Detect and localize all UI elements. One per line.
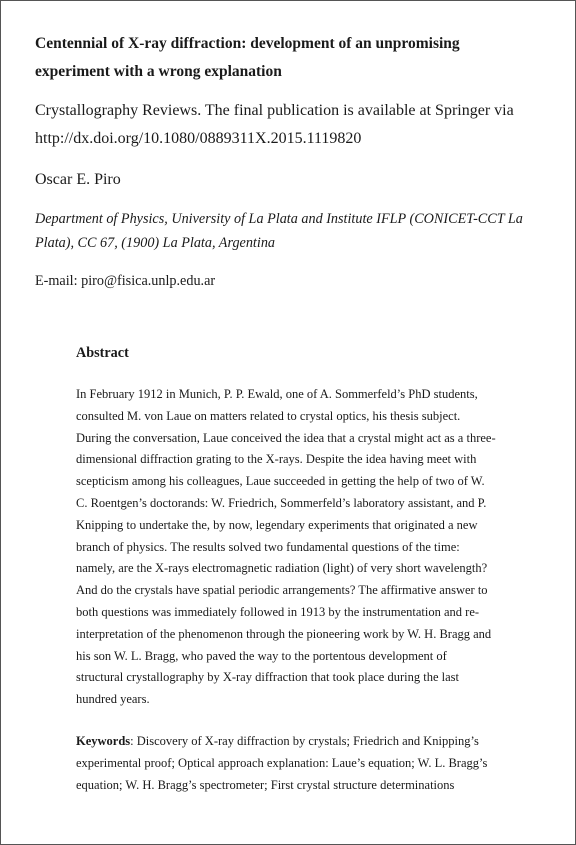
abstract-text: In February 1912 in Munich, P. P. Ewald, one of A. Sommerfeld’s PhD students, consulted M. von Laue on matters related to crystal optics, his thesis subject. During the conversation, Laue conceived the idea that a crystal might act as a three-dimensional diffraction grating to the X-rays. Despite the idea having meet with scepticism among his colleagues, Laue succeeded in getting the help of two of W. C. Roentgen’s doctorands: W. Friedrich, Sommerfeld’s laboratory assistant, and P. Knipping to undertake the, by now, legendary experiments that originated a new branch of physics. The results solved two fundamental questions of the time: namely, are the X-rays electromagnetic radiation (light) of very short wavelength? And do the crystals have spatial periodic arrangements? The affirmative answer to both questions was immediately followed in 1913 by the instrumentation and re-interpretation of the phenomenon through the pioneering work by W. H. Bragg and his son W. L. Bragg, who paved the way to the portentous development of structural crystallography by X-ray diffraction that took place during the last hundred years.	[76, 387, 496, 707]
paper-title: Centennial of X-ray diffraction: development of an unpromising experiment with a wrong explanation	[35, 35, 460, 80]
author-email: E-mail: piro@fisica.unlp.edu.ar	[35, 273, 216, 289]
abstract-heading: Abstract	[76, 345, 129, 361]
journal-note: Crystallography Reviews. The final publication is available at Springer via http://dx.doi.org/10.1080/0889311X.2015.1119820	[35, 102, 514, 147]
author-affiliation: Department of Physics, University of La Plata and Institute IFLP (CONICET-CCT La Plata), CC 67, (1900) La Plata, Argentina	[35, 211, 523, 251]
author-name: Oscar E. Piro	[35, 171, 121, 188]
keywords-label: Keywords	[76, 734, 131, 748]
keywords-text: : Discovery of X-ray diffraction by crystals; Friedrich and Knipping’s experimental proof; Optical approach explanation: Laue’s equation; W. L. Bragg’s equation; W. H. Bragg’s spectrometer; First crystal structure determinations	[76, 734, 488, 792]
keywords-paragraph	[76, 730, 496, 796]
